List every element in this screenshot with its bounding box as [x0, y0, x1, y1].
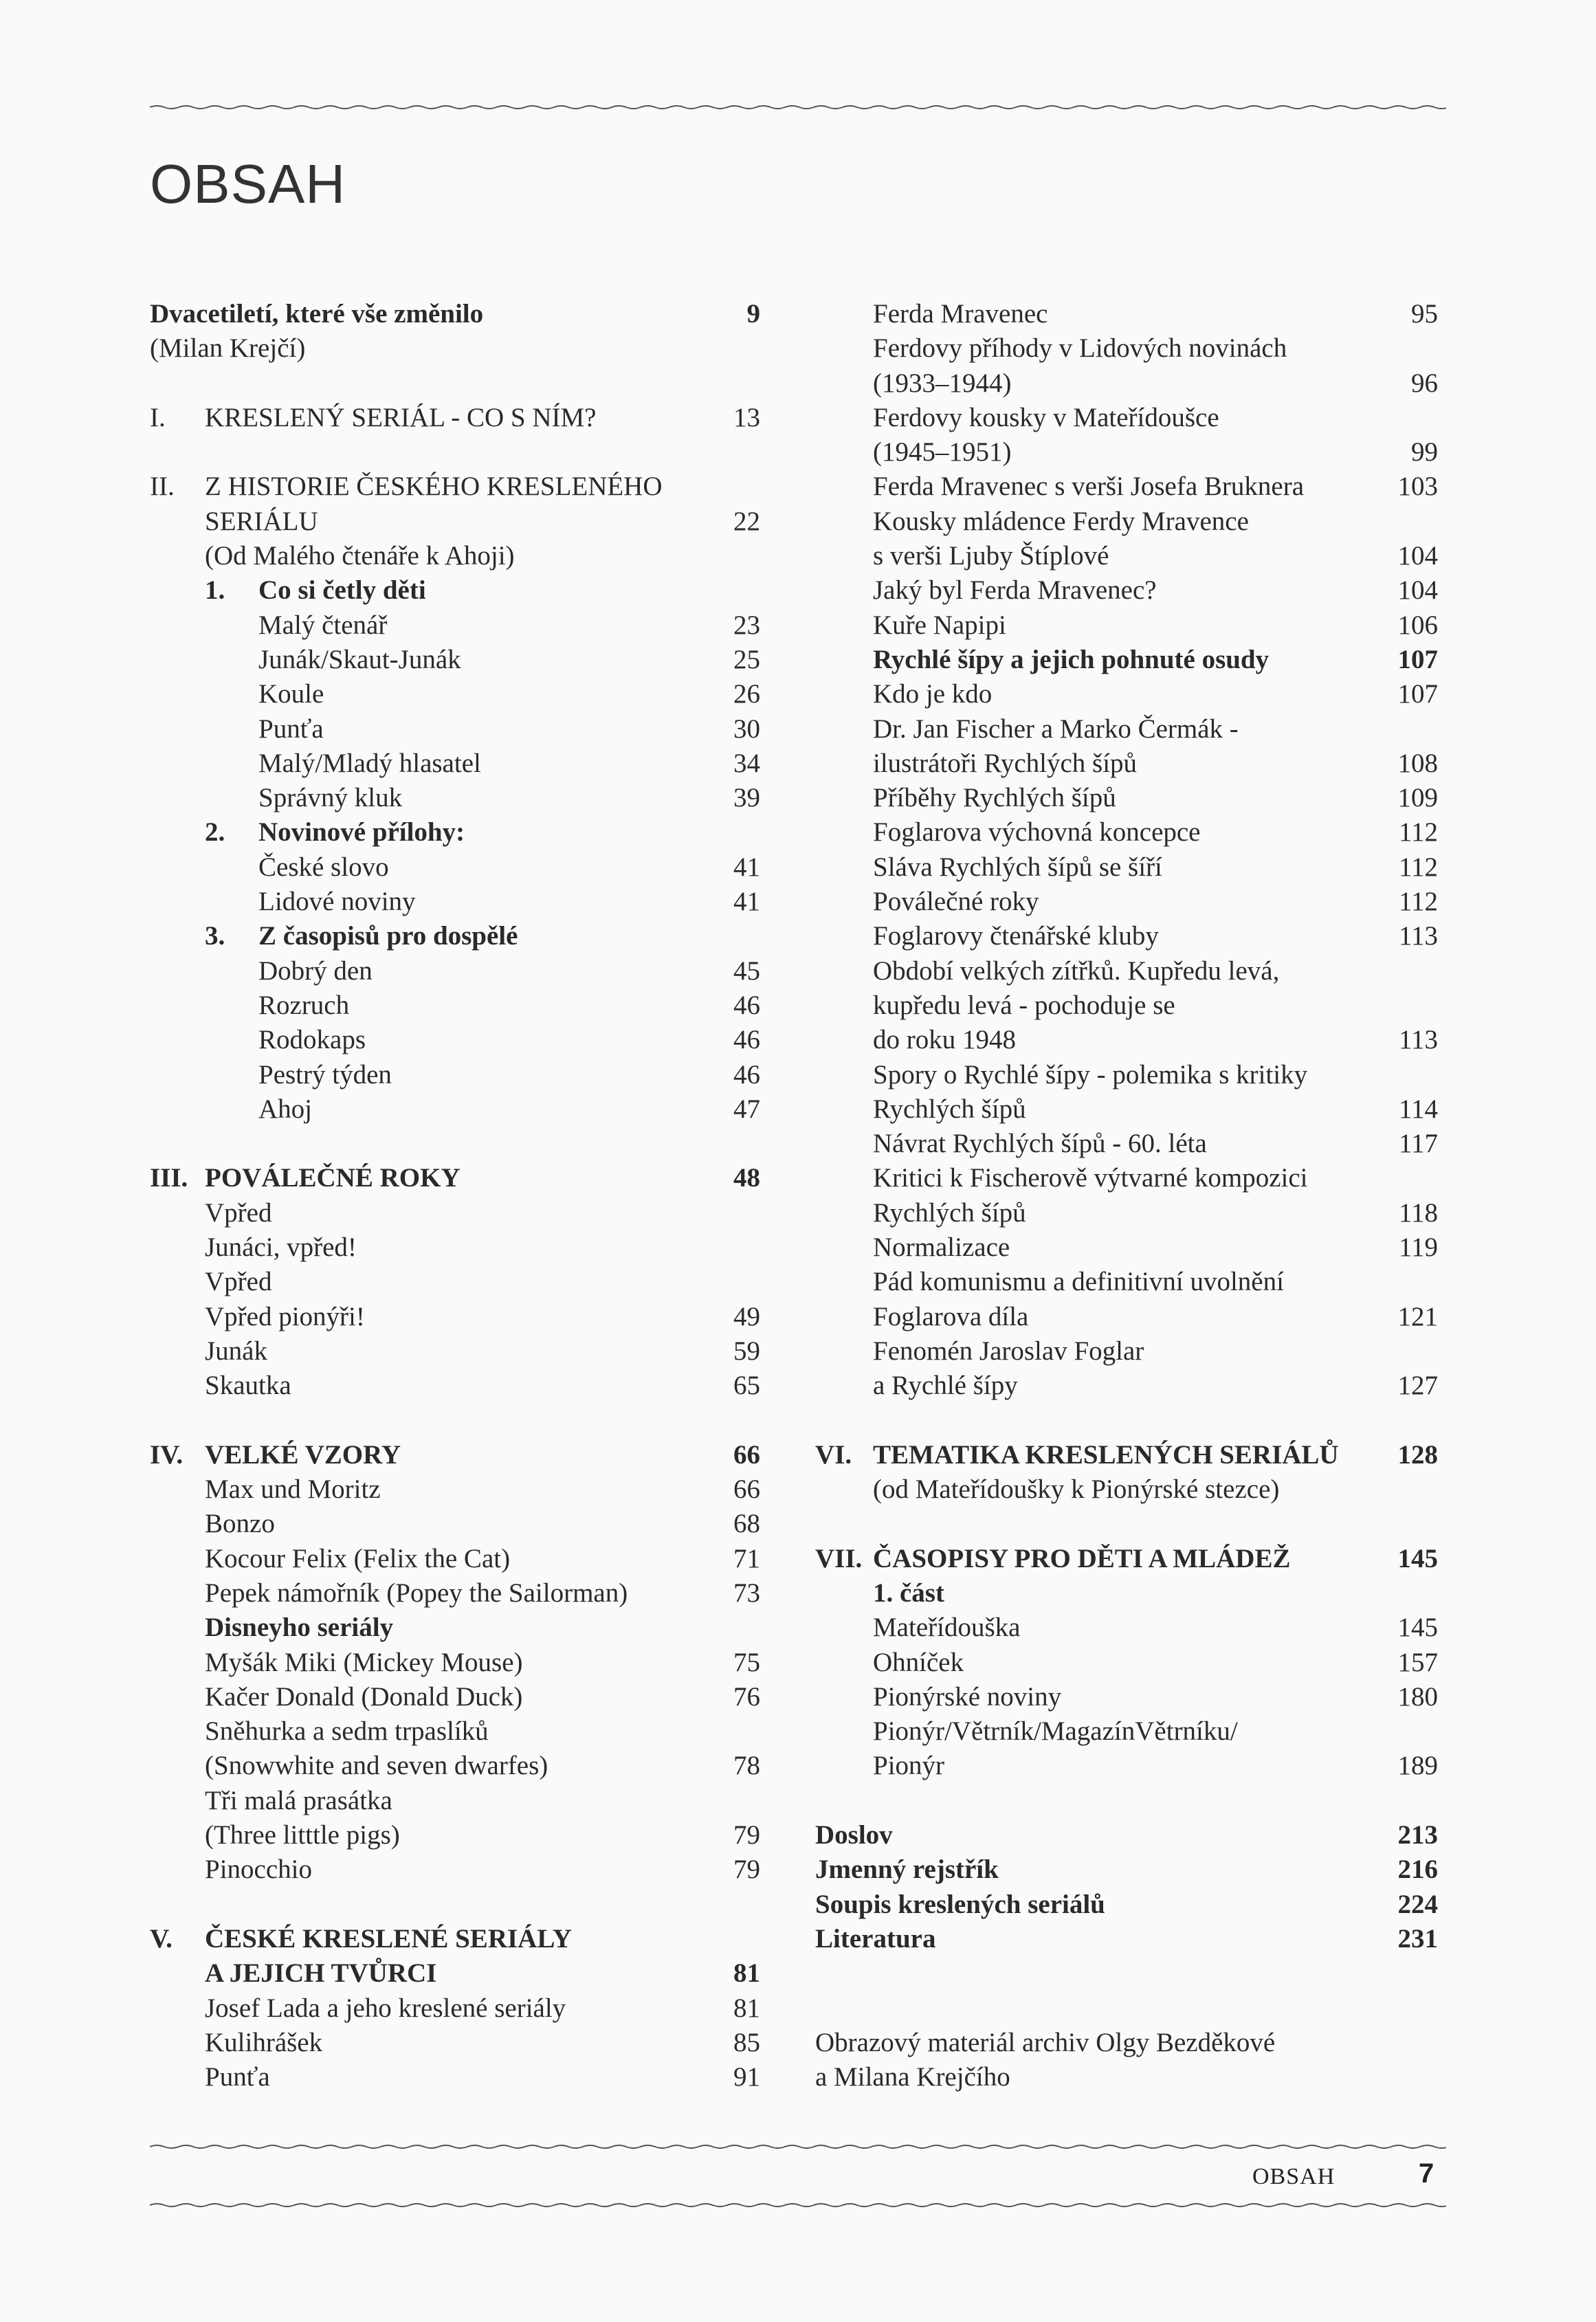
toc-entry	[815, 1023, 1438, 1057]
toc-entry-page: 75	[733, 1647, 760, 1677]
toc-entry-page: 95	[1411, 299, 1438, 329]
toc-entry	[815, 988, 1438, 1023]
toc-entry	[150, 677, 770, 711]
toc-entry-title: Pinocchio	[205, 1855, 312, 1885]
toc-entry-page: 23	[733, 610, 760, 640]
toc-entry-title: Normalizace	[873, 1232, 1010, 1263]
toc-entry-title: Rodokaps	[258, 1025, 366, 1055]
toc-entry-title: Rychlých šípů	[873, 1197, 1026, 1228]
toc-entry-page: 127	[1397, 1371, 1438, 1401]
toc-entry-page: 112	[1398, 852, 1438, 882]
toc-entry-page: 99	[1411, 437, 1438, 467]
toc-spacer	[150, 1888, 770, 1922]
toc-entry-page: 66	[733, 1474, 760, 1505]
toc-entry-title: Návrat Rychlých šípů - 60. léta	[873, 1129, 1207, 1159]
toc-entry-title: a Milana Krejčího	[815, 2062, 1010, 2092]
toc-entry-title: Junáci, vpřed!	[205, 1232, 357, 1263]
toc-entry-title: Vpřed	[205, 1197, 272, 1228]
toc-entry	[815, 747, 1438, 781]
toc-entry-title: Poválečné roky	[873, 887, 1039, 917]
toc-entry	[815, 643, 1438, 677]
toc-entry-page: 13	[733, 402, 760, 432]
toc-left-column	[150, 297, 770, 2094]
toc-entry-title: ČASOPISY PRO DĚTI A MLÁDEŽ	[873, 1543, 1291, 1573]
toc-entry	[150, 1576, 770, 1611]
toc-entry	[815, 469, 1438, 504]
toc-entry-title: Kulihrášek	[205, 2027, 323, 2057]
toc-entry	[815, 539, 1438, 573]
toc-entry	[150, 1369, 770, 1403]
toc-entry-page: 145	[1397, 1543, 1438, 1573]
toc-spacer	[815, 1991, 1438, 2026]
toc-entry	[150, 297, 770, 331]
toc-entry	[150, 331, 770, 366]
toc-entry-page: 45	[733, 955, 760, 986]
toc-entry-page: 118	[1398, 1197, 1438, 1228]
toc-entry-title: Rychlých šípů	[873, 1094, 1026, 1124]
toc-entry-page: 81	[733, 1958, 760, 1989]
decorative-wave-rule-footer-top	[150, 2138, 1446, 2155]
toc-entry-page: 224	[1397, 1889, 1438, 1919]
toc-entry	[815, 1888, 1438, 1922]
toc-entry	[150, 1300, 770, 1334]
toc-entry-title: Období velkých zítřků. Kupředu levá,	[873, 955, 1280, 986]
toc-entry-number: I.	[150, 402, 166, 432]
toc-entry-title: Pionýr/Větrník/MagazínVětrníku/	[873, 1716, 1238, 1747]
toc-entry	[815, 1369, 1438, 1403]
toc-entry-title: a Rychlé šípy	[873, 1371, 1018, 1401]
toc-entry-title: (Od Malého čtenáře k Ahoji)	[205, 541, 515, 571]
toc-entry-title: Rozruch	[258, 990, 350, 1020]
toc-entry-title: Lidové noviny	[258, 887, 416, 917]
toc-entry	[815, 1300, 1438, 1334]
toc-entry-page: 107	[1397, 644, 1438, 674]
toc-entry	[150, 885, 770, 919]
toc-entry-page: 108	[1397, 748, 1438, 778]
toc-entry-title: Rychlé šípy a jejich pohnuté osudy	[873, 644, 1270, 674]
toc-entry	[815, 2026, 1438, 2060]
toc-entry-title: (od Mateřídoušky k Pionýrské stezce)	[873, 1474, 1280, 1505]
toc-entry	[815, 1576, 1438, 1611]
toc-entry-title: s verši Ljuby Štíplové	[873, 541, 1109, 571]
decorative-wave-rule-top	[150, 99, 1446, 115]
toc-entry	[815, 781, 1438, 815]
toc-entry-page: 71	[733, 1543, 760, 1573]
toc-entry-title: Mateřídouška	[873, 1613, 1021, 1643]
toc-entry-title: (Milan Krejčí)	[150, 333, 306, 364]
page-title: OBSAH	[150, 153, 346, 214]
toc-entry-title: Junák	[205, 1336, 267, 1366]
toc-entry-page: 9	[746, 299, 760, 329]
toc-entry-title: VELKÉ VZORY	[205, 1439, 401, 1470]
toc-entry-title: (1933–1944)	[873, 368, 1012, 398]
toc-entry	[815, 1438, 1438, 1472]
toc-entry-title: TEMATIKA KRESLENÝCH SERIÁLŮ	[873, 1439, 1339, 1470]
toc-entry-page: 213	[1397, 1820, 1438, 1850]
toc-entry-title: (Snowwhite and seven dwarfes)	[205, 1751, 548, 1781]
toc-entry-title: Ferda Mravenec s verši Josefa Bruknera	[873, 472, 1305, 502]
toc-entry-page: 46	[733, 990, 760, 1020]
toc-entry	[150, 1818, 770, 1853]
toc-entry-page: 30	[733, 714, 760, 744]
toc-entry-title: Malý čtenář	[258, 610, 388, 640]
toc-entry-page: 41	[733, 887, 760, 917]
toc-spacer	[815, 1404, 1438, 1438]
toc-entry-page: 73	[733, 1578, 760, 1608]
toc-entry-title: Ahoj	[258, 1094, 312, 1124]
toc-entry-title: Punťa	[205, 2062, 270, 2092]
toc-entry-number: III.	[150, 1163, 188, 1193]
toc-entry	[150, 781, 770, 815]
toc-entry-title: Josef Lada a jeho kreslené seriály	[205, 1993, 566, 2023]
toc-entry	[150, 1646, 770, 1680]
toc-entry-page: 85	[733, 2027, 760, 2057]
toc-entry-page: 25	[733, 644, 760, 674]
toc-entry	[150, 712, 770, 747]
toc-entry-title: (Three litttle pigs)	[205, 1820, 400, 1850]
wave-line	[150, 106, 1446, 109]
toc-entry	[150, 505, 770, 539]
toc-entry	[150, 1058, 770, 1092]
toc-entry-title: Tři malá prasátka	[205, 1785, 392, 1815]
toc-entry-title: Doslov	[815, 1820, 893, 1850]
toc-entry-title: Pád komunismu a definitivní uvolnění	[873, 1267, 1284, 1297]
toc-entry-title: Koule	[258, 679, 324, 709]
toc-entry-title: Junák/Skaut-Junák	[258, 644, 461, 674]
toc-entry	[815, 608, 1438, 643]
toc-entry-page: 91	[733, 2062, 760, 2092]
toc-entry	[815, 919, 1438, 953]
toc-entry-title: Literatura	[815, 1923, 936, 1954]
toc-entry-page: 34	[733, 748, 760, 778]
toc-entry-title: Vpřed	[205, 1267, 272, 1297]
toc-entry-page: 47	[733, 1094, 760, 1124]
toc-entry-page: 103	[1397, 472, 1438, 502]
toc-entry	[815, 885, 1438, 919]
toc-entry-title: Soupis kreslených seriálů	[815, 1889, 1105, 1919]
toc-entry-page: 104	[1397, 575, 1438, 606]
toc-entry	[815, 366, 1438, 401]
toc-entry-page: 49	[733, 1301, 760, 1331]
toc-entry-title: Kousky mládence Ferdy Mravence	[873, 506, 1249, 536]
toc-entry-page: 46	[733, 1059, 760, 1090]
toc-entry-page: 76	[733, 1681, 760, 1712]
toc-entry-title: Kuře Napipi	[873, 610, 1006, 640]
toc-right-column	[815, 297, 1438, 2094]
toc-entry-number: II.	[150, 472, 175, 502]
toc-entry-number: VII.	[815, 1543, 863, 1573]
toc-entry-page: 121	[1397, 1301, 1438, 1331]
toc-entry	[150, 469, 770, 504]
toc-entry-title: Pionýrské noviny	[873, 1681, 1062, 1712]
toc-entry-title: Dobrý den	[258, 955, 373, 986]
toc-entry	[150, 1196, 770, 1230]
toc-entry	[150, 747, 770, 781]
toc-entry-page: 107	[1397, 679, 1438, 709]
toc-entry	[150, 850, 770, 885]
toc-entry-page: 128	[1397, 1439, 1438, 1470]
toc-entry	[150, 1680, 770, 1714]
running-footer-label: OBSAH	[1252, 2164, 1335, 2189]
toc-entry-title: POVÁLEČNÉ ROKY	[205, 1163, 461, 1193]
toc-entry-page: 65	[733, 1371, 760, 1401]
toc-entry	[815, 1749, 1438, 1783]
toc-entry-title: Kocour Felix (Felix the Cat)	[205, 1543, 511, 1573]
toc-entry	[815, 1714, 1438, 1749]
toc-entry	[815, 1542, 1438, 1576]
toc-entry-page: 59	[733, 1336, 760, 1366]
toc-entry-page: 109	[1397, 783, 1438, 813]
toc-entry	[815, 1230, 1438, 1265]
toc-entry-page: 22	[733, 506, 760, 536]
toc-entry	[815, 1127, 1438, 1161]
toc-entry-title: Malý/Mladý hlasatel	[258, 748, 481, 778]
toc-entry-title: Spory o Rychlé šípy - polemika s kritiky	[873, 1059, 1308, 1090]
toc-entry-page: 112	[1398, 817, 1438, 848]
toc-entry-page: 114	[1398, 1094, 1438, 1124]
toc-spacer	[815, 1784, 1438, 1818]
wave-line	[150, 2204, 1446, 2207]
toc-entry-page: 113	[1398, 921, 1438, 951]
toc-entry-title: ČESKÉ KRESLENÉ SERIÁLY	[205, 1923, 572, 1954]
toc-entry	[150, 1922, 770, 1956]
toc-entry	[815, 1058, 1438, 1092]
toc-entry	[150, 919, 770, 953]
toc-entry-page: 79	[733, 1820, 760, 1850]
toc-entry-title: České slovo	[258, 852, 389, 882]
toc-entry	[150, 1991, 770, 2026]
toc-entry	[150, 1023, 770, 1057]
toc-entry-page: 96	[1411, 368, 1438, 398]
toc-entry	[815, 573, 1438, 608]
toc-entry-page: 66	[733, 1439, 760, 1470]
toc-entry	[815, 1922, 1438, 1956]
toc-entry-title: Pestrý týden	[258, 1059, 392, 1090]
toc-entry	[150, 401, 770, 435]
toc-entry-title: Pionýr	[873, 1751, 945, 1781]
toc-entry	[815, 401, 1438, 435]
toc-entry	[150, 1853, 770, 1887]
toc-entry-title: Ohníček	[873, 1647, 964, 1677]
toc-entry	[150, 1611, 770, 1645]
toc-entry-title: Příběhy Rychlých šípů	[873, 783, 1116, 813]
toc-entry	[150, 1230, 770, 1265]
toc-entry	[150, 539, 770, 573]
toc-entry-page: 117	[1398, 1129, 1438, 1159]
toc-entry	[150, 954, 770, 988]
toc-entry-number: VI.	[815, 1439, 852, 1470]
toc-entry	[150, 608, 770, 643]
toc-entry-page: 113	[1398, 1025, 1438, 1055]
toc-spacer	[150, 1127, 770, 1161]
toc-entry-title: Max und Moritz	[205, 1474, 381, 1505]
toc-entry-title: kupředu levá - pochoduje se	[873, 990, 1175, 1020]
toc-entry-page: 216	[1397, 1855, 1438, 1885]
page-number: 7	[1419, 2158, 1434, 2189]
toc-entry	[150, 2060, 770, 2094]
toc-entry-title: A JEJICH TVŮRCI	[205, 1958, 437, 1989]
toc-entry-title: Sláva Rychlých šípů se šíří	[873, 852, 1162, 882]
toc-entry	[815, 297, 1438, 331]
toc-entry	[815, 1334, 1438, 1369]
toc-entry	[815, 1196, 1438, 1230]
toc-spacer	[815, 1956, 1438, 1991]
toc-entry-title: Sněhurka a sedm trpaslíků	[205, 1716, 489, 1747]
toc-entry-page: 46	[733, 1025, 760, 1055]
toc-entry	[815, 435, 1438, 469]
toc-entry	[150, 1092, 770, 1127]
toc-entry	[815, 505, 1438, 539]
toc-entry-page: 41	[733, 852, 760, 882]
toc-entry-title: Foglarova díla	[873, 1301, 1029, 1331]
toc-entry-title: Foglarova výchovná koncepce	[873, 817, 1201, 848]
toc-entry-title: Skautka	[205, 1371, 291, 1401]
toc-entry-title: Pepek námořník (Popey the Sailorman)	[205, 1578, 628, 1608]
toc-entry	[150, 643, 770, 677]
toc-entry-title: Obrazový materiál archiv Olgy Bezděkové	[815, 2027, 1276, 2057]
toc-entry	[150, 1749, 770, 1783]
toc-entry-title: do roku 1948	[873, 1025, 1016, 1055]
toc-entry-title: Ferdovy kousky v Mateřídoušce	[873, 402, 1219, 432]
toc-entry-title: Jaký byl Ferda Mravenec?	[873, 575, 1157, 606]
toc-entry-title: Punťa	[258, 714, 324, 744]
toc-entry-page: 68	[733, 1509, 760, 1539]
toc-entry-page: 78	[733, 1751, 760, 1781]
toc-entry-title: Co si četly děti	[258, 575, 426, 606]
toc-entry	[815, 1818, 1438, 1853]
toc-entry-title: Jmenný rejstřík	[815, 1855, 999, 1885]
toc-entry	[815, 954, 1438, 988]
toc-entry-page: 180	[1397, 1681, 1438, 1712]
toc-entry-title: Myšák Miki (Mickey Mouse)	[205, 1647, 523, 1677]
toc-entry-page: 157	[1397, 1647, 1438, 1677]
toc-entry-page: 79	[733, 1855, 760, 1885]
toc-entry-title: 1. část	[873, 1578, 944, 1608]
toc-entry	[150, 2026, 770, 2060]
toc-entry	[150, 573, 770, 608]
toc-entry	[150, 1472, 770, 1507]
toc-entry-number: V.	[150, 1923, 173, 1954]
toc-entry	[815, 331, 1438, 366]
toc-entry-page: 189	[1397, 1751, 1438, 1781]
toc-entry	[815, 1611, 1438, 1645]
toc-entry-title: Kačer Donald (Donald Duck)	[205, 1681, 523, 1712]
toc-entry	[815, 850, 1438, 885]
toc-entry-title: Novinové přílohy:	[258, 817, 465, 848]
toc-entry-title: Vpřed pionýři!	[205, 1301, 365, 1331]
toc-entry-page: 119	[1398, 1232, 1438, 1263]
toc-entry	[150, 1714, 770, 1749]
toc-entry-page: 81	[733, 1993, 760, 2023]
toc-entry-number: 2.	[205, 817, 225, 848]
toc-entry-title: Dvacetiletí, které vše změnilo	[150, 299, 484, 329]
toc-entry	[815, 1472, 1438, 1507]
toc-entry-title: Ferdovy příhody v Lidových novinách	[873, 333, 1287, 364]
toc-entry	[150, 1334, 770, 1369]
toc-entry	[150, 1438, 770, 1472]
toc-entry	[815, 1265, 1438, 1299]
toc-entry	[150, 1265, 770, 1299]
toc-entry-title: Ferda Mravenec	[873, 299, 1048, 329]
decorative-wave-rule-footer-bottom	[150, 2197, 1446, 2213]
toc-entry	[815, 2060, 1438, 2094]
toc-entry-page: 145	[1397, 1613, 1438, 1643]
toc-spacer	[150, 366, 770, 401]
toc-entry-title: Správný kluk	[258, 783, 403, 813]
toc-entry	[150, 815, 770, 850]
toc-entry-title: ilustrátoři Rychlých šípů	[873, 748, 1138, 778]
toc-entry	[150, 1956, 770, 1991]
toc-entry-page: 106	[1397, 610, 1438, 640]
toc-entry-page: 48	[733, 1163, 760, 1193]
toc-spacer	[150, 435, 770, 469]
toc-spacer	[150, 1404, 770, 1438]
toc-entry-title: Foglarovy čtenářské kluby	[873, 921, 1159, 951]
toc-entry-page: 26	[733, 679, 760, 709]
toc-entry	[150, 1784, 770, 1818]
toc-entry-number: 3.	[205, 921, 225, 951]
toc-entry-title: Dr. Jan Fischer a Marko Čermák -	[873, 714, 1239, 744]
toc-entry	[815, 1853, 1438, 1887]
toc-entry-title: Fenomén Jaroslav Foglar	[873, 1336, 1144, 1366]
toc-entry	[815, 677, 1438, 711]
toc-entry-page: 112	[1398, 887, 1438, 917]
toc-entry	[815, 1092, 1438, 1127]
toc-entry	[815, 712, 1438, 747]
toc-entry-title: (1945–1951)	[873, 437, 1012, 467]
toc-entry-page: 231	[1397, 1923, 1438, 1954]
toc-entry-title: Z časopisů pro dospělé	[258, 921, 518, 951]
toc-entry-number: 1.	[205, 575, 225, 606]
toc-entry-title: Z HISTORIE ČESKÉHO KRESLENÉHO	[205, 472, 663, 502]
toc-entry	[815, 1680, 1438, 1714]
toc-entry-title: KRESLENÝ SERIÁL - CO S NÍM?	[205, 402, 597, 432]
toc-entry	[815, 1646, 1438, 1680]
wave-line	[150, 2145, 1446, 2148]
toc-entry-number: IV.	[150, 1439, 184, 1470]
toc-entry-page: 39	[733, 783, 760, 813]
toc-entry	[815, 815, 1438, 850]
toc-entry	[150, 1507, 770, 1541]
toc-entry	[150, 1542, 770, 1576]
toc-entry-title: SERIÁLU	[205, 506, 318, 536]
toc-entry-title: Kdo je kdo	[873, 679, 993, 709]
toc-entry-title: Bonzo	[205, 1509, 275, 1539]
toc-entry	[150, 988, 770, 1023]
toc-entry	[150, 1161, 770, 1195]
toc-spacer	[815, 1507, 1438, 1541]
toc-entry-title: Disneyho seriály	[205, 1613, 394, 1643]
toc-entry-page: 104	[1397, 541, 1438, 571]
toc-entry	[815, 1161, 1438, 1195]
toc-entry-title: Kritici k Fischerově výtvarné kompozici	[873, 1163, 1308, 1193]
